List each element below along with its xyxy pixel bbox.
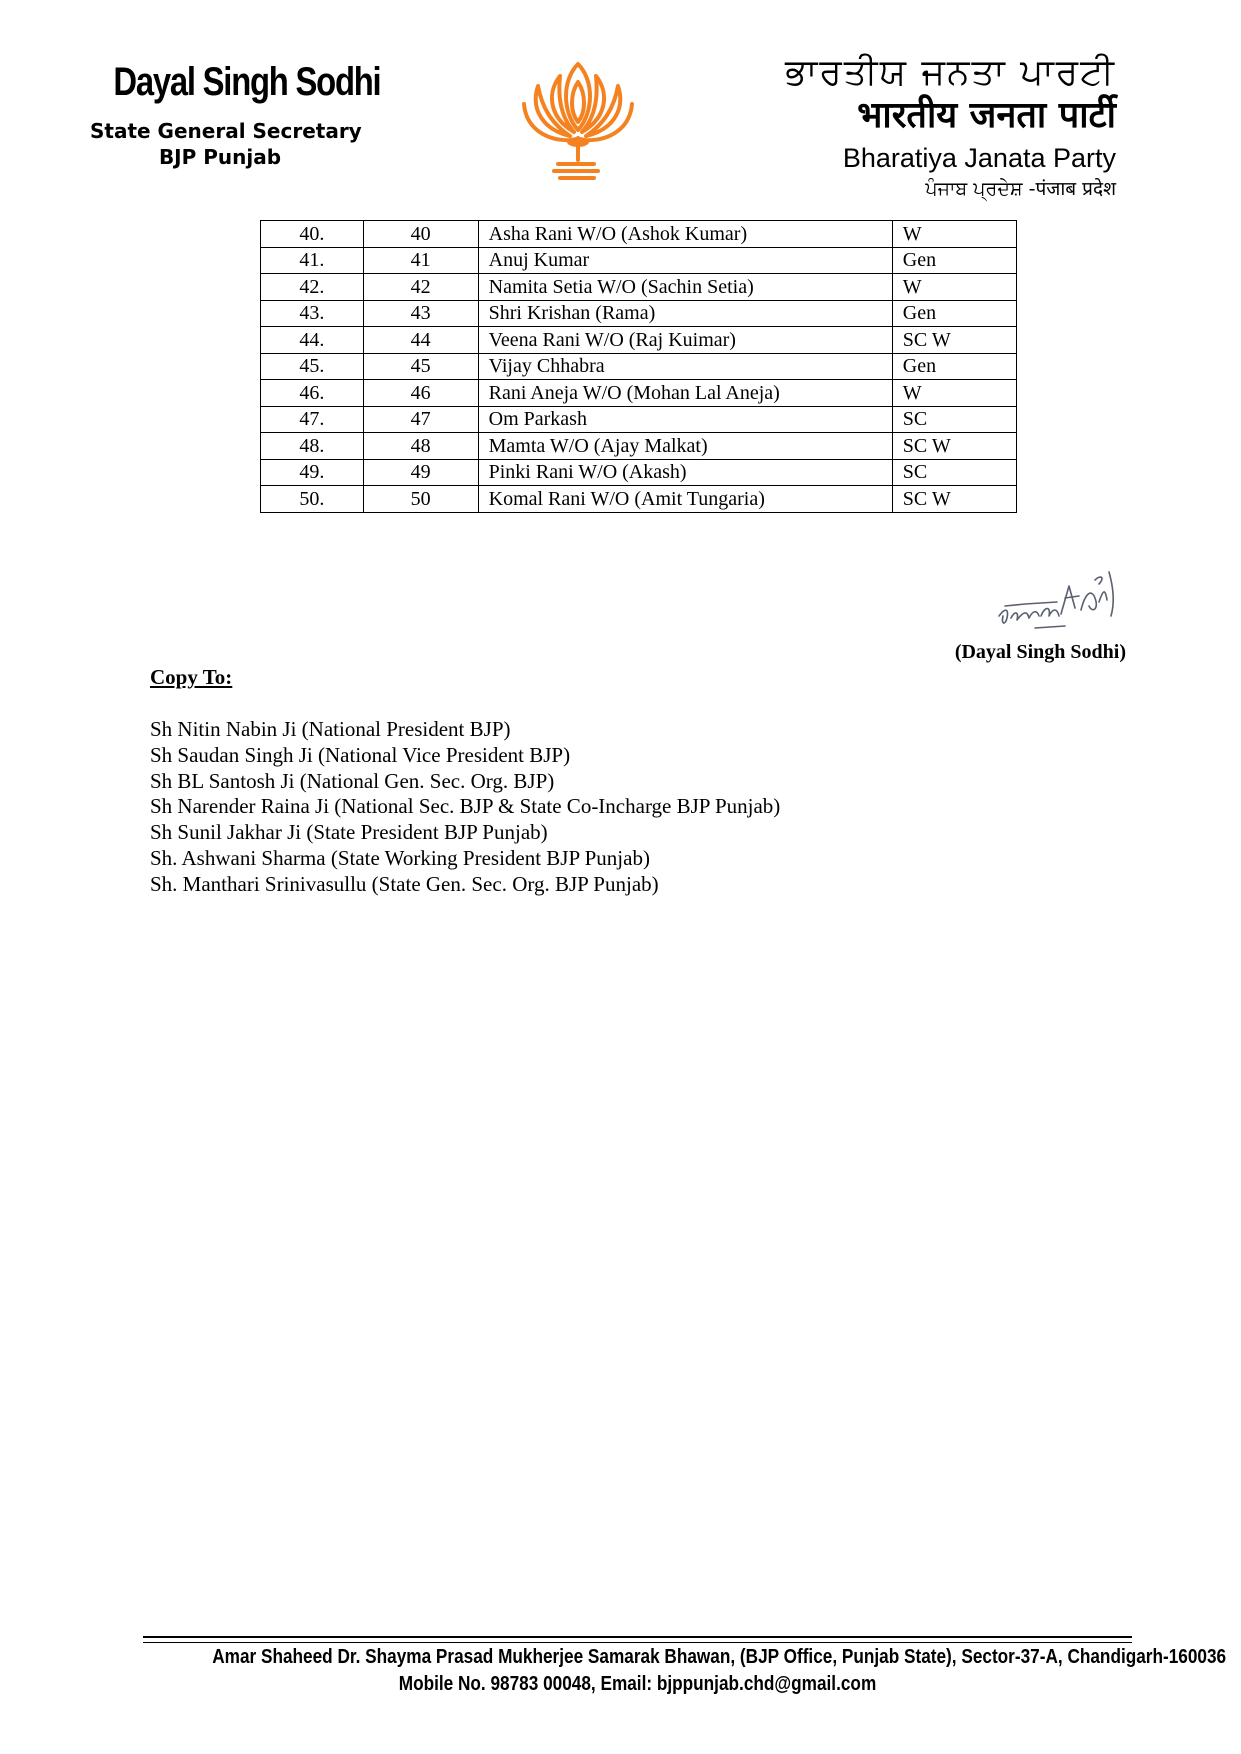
category-cell: W — [892, 274, 1016, 301]
name-cell: Komal Rani W/O (Amit Tungaria) — [478, 486, 892, 513]
table-row — [261, 300, 1017, 327]
number-cell: 48 — [363, 433, 478, 460]
table-row — [261, 486, 1017, 513]
list-item: Sh Nitin Nabin Ji (National President BJP) — [150, 717, 511, 741]
serial-cell: 45. — [261, 353, 364, 380]
name-cell: Mamta W/O (Ajay Malkat) — [478, 433, 892, 460]
sender-block — [90, 58, 381, 169]
footer-address: Amar Shaheed Dr. Shayma Prasad Mukherjee Samarak Bhawan, (BJP Office, Punjab State), Sector-37-A, Chandigarh-160036 — [212, 1646, 1227, 1668]
name-cell: Vijay Chhabra — [478, 353, 892, 380]
copy-to-list — [150, 717, 780, 898]
party-name-english: Bharatiya Janata Party — [842, 143, 1116, 173]
category-cell: SC W — [892, 486, 1016, 513]
table-row — [261, 380, 1017, 407]
number-cell: 40 — [363, 221, 478, 248]
number-cell: 49 — [363, 459, 478, 486]
footer-contact: Mobile No. 98783 00048, Email: bjppunjab.chd@gmail.com — [398, 1673, 877, 1695]
category-cell: W — [892, 380, 1016, 407]
party-name-hindi: भारतीय जनता पार्टी — [857, 95, 1116, 136]
number-cell: 44 — [363, 327, 478, 354]
name-cell: Rani Aneja W/O (Mohan Lal Aneja) — [478, 380, 892, 407]
sender-unit: BJP Punjab — [158, 145, 282, 169]
category-cell: Gen — [892, 353, 1016, 380]
number-cell: 41 — [363, 247, 478, 274]
category-cell: SC — [892, 459, 1016, 486]
table-row — [261, 327, 1017, 354]
sender-title: State General Secretary — [90, 119, 362, 143]
serial-cell: 41. — [261, 247, 364, 274]
serial-cell: 44. — [261, 327, 364, 354]
list-item: Sh Narender Raina Ji (National Sec. BJP & State Co-Incharge BJP Punjab) — [150, 794, 781, 819]
serial-cell: 47. — [261, 406, 364, 433]
list-item: Sh. Ashwani Sharma (State Working President BJP Punjab) — [150, 845, 650, 870]
name-cell: Asha Rani W/O (Ashok Kumar) — [478, 221, 892, 248]
category-cell: Gen — [892, 247, 1016, 274]
list-item: Sh Sunil Jakhar Ji (State President BJP Punjab) — [150, 820, 548, 845]
serial-cell: 50. — [261, 486, 364, 513]
table-row — [261, 353, 1017, 380]
party-state: ਪੰਜਾਬ ਪ੍ਰਦੇਸ਼ -पंजाब प्रदेश — [925, 178, 1116, 200]
signatory-name: (Dayal Singh Sodhi) — [954, 641, 1126, 663]
serial-cell: 43. — [261, 300, 364, 327]
category-cell: W — [892, 221, 1016, 248]
table-row — [261, 221, 1017, 248]
category-cell: SC — [892, 406, 1016, 433]
category-cell: SC W — [892, 433, 1016, 460]
number-cell: 43 — [363, 300, 478, 327]
table-row — [261, 433, 1017, 460]
serial-cell: 46. — [261, 380, 364, 407]
list-item: Sh. Manthari Srinivasullu (State Gen. Sec. Org. BJP Punjab) — [150, 871, 659, 896]
category-cell: Gen — [892, 300, 1016, 327]
name-cell: Shri Krishan (Rama) — [478, 300, 892, 327]
number-cell: 50 — [363, 486, 478, 513]
number-cell: 42 — [363, 274, 478, 301]
number-cell: 45 — [363, 353, 478, 380]
lotus-icon — [518, 58, 638, 184]
table-row — [261, 247, 1017, 274]
name-cell: Pinki Rani W/O (Akash) — [478, 459, 892, 486]
name-cell: Namita Setia W/O (Sachin Setia) — [478, 274, 892, 301]
sender-name: Dayal Singh Sodhi — [113, 60, 381, 104]
party-name-gurmukhi: ਭਾਰਤੀਯ ਜਨਤਾ ਪਾਰਟੀ — [785, 52, 1116, 93]
name-cell: Om Parkash — [478, 406, 892, 433]
party-block — [785, 52, 1116, 202]
members-table — [260, 220, 1017, 513]
copy-to-heading: Copy To: — [150, 665, 233, 689]
footer-divider — [143, 1636, 1132, 1638]
list-item: Sh Saudan Singh Ji (National Vice President BJP) — [150, 742, 571, 767]
category-cell: SC W — [892, 327, 1016, 354]
number-cell: 46 — [363, 380, 478, 407]
serial-cell: 48. — [261, 433, 364, 460]
serial-cell: 49. — [261, 459, 364, 486]
table-row — [261, 459, 1017, 486]
table-row — [261, 274, 1017, 301]
number-cell: 47 — [363, 406, 478, 433]
name-cell: Anuj Kumar — [478, 247, 892, 274]
serial-cell: 40. — [261, 221, 364, 248]
handwritten-signature — [995, 558, 1120, 638]
table-row — [261, 406, 1017, 433]
name-cell: Veena Rani W/O (Raj Kuimar) — [478, 327, 892, 354]
list-item: Sh BL Santosh Ji (National Gen. Sec. Org. BJP) — [150, 768, 555, 793]
footer — [143, 1644, 1227, 1698]
serial-cell: 42. — [261, 274, 364, 301]
footer-divider-thin — [143, 1642, 1132, 1643]
